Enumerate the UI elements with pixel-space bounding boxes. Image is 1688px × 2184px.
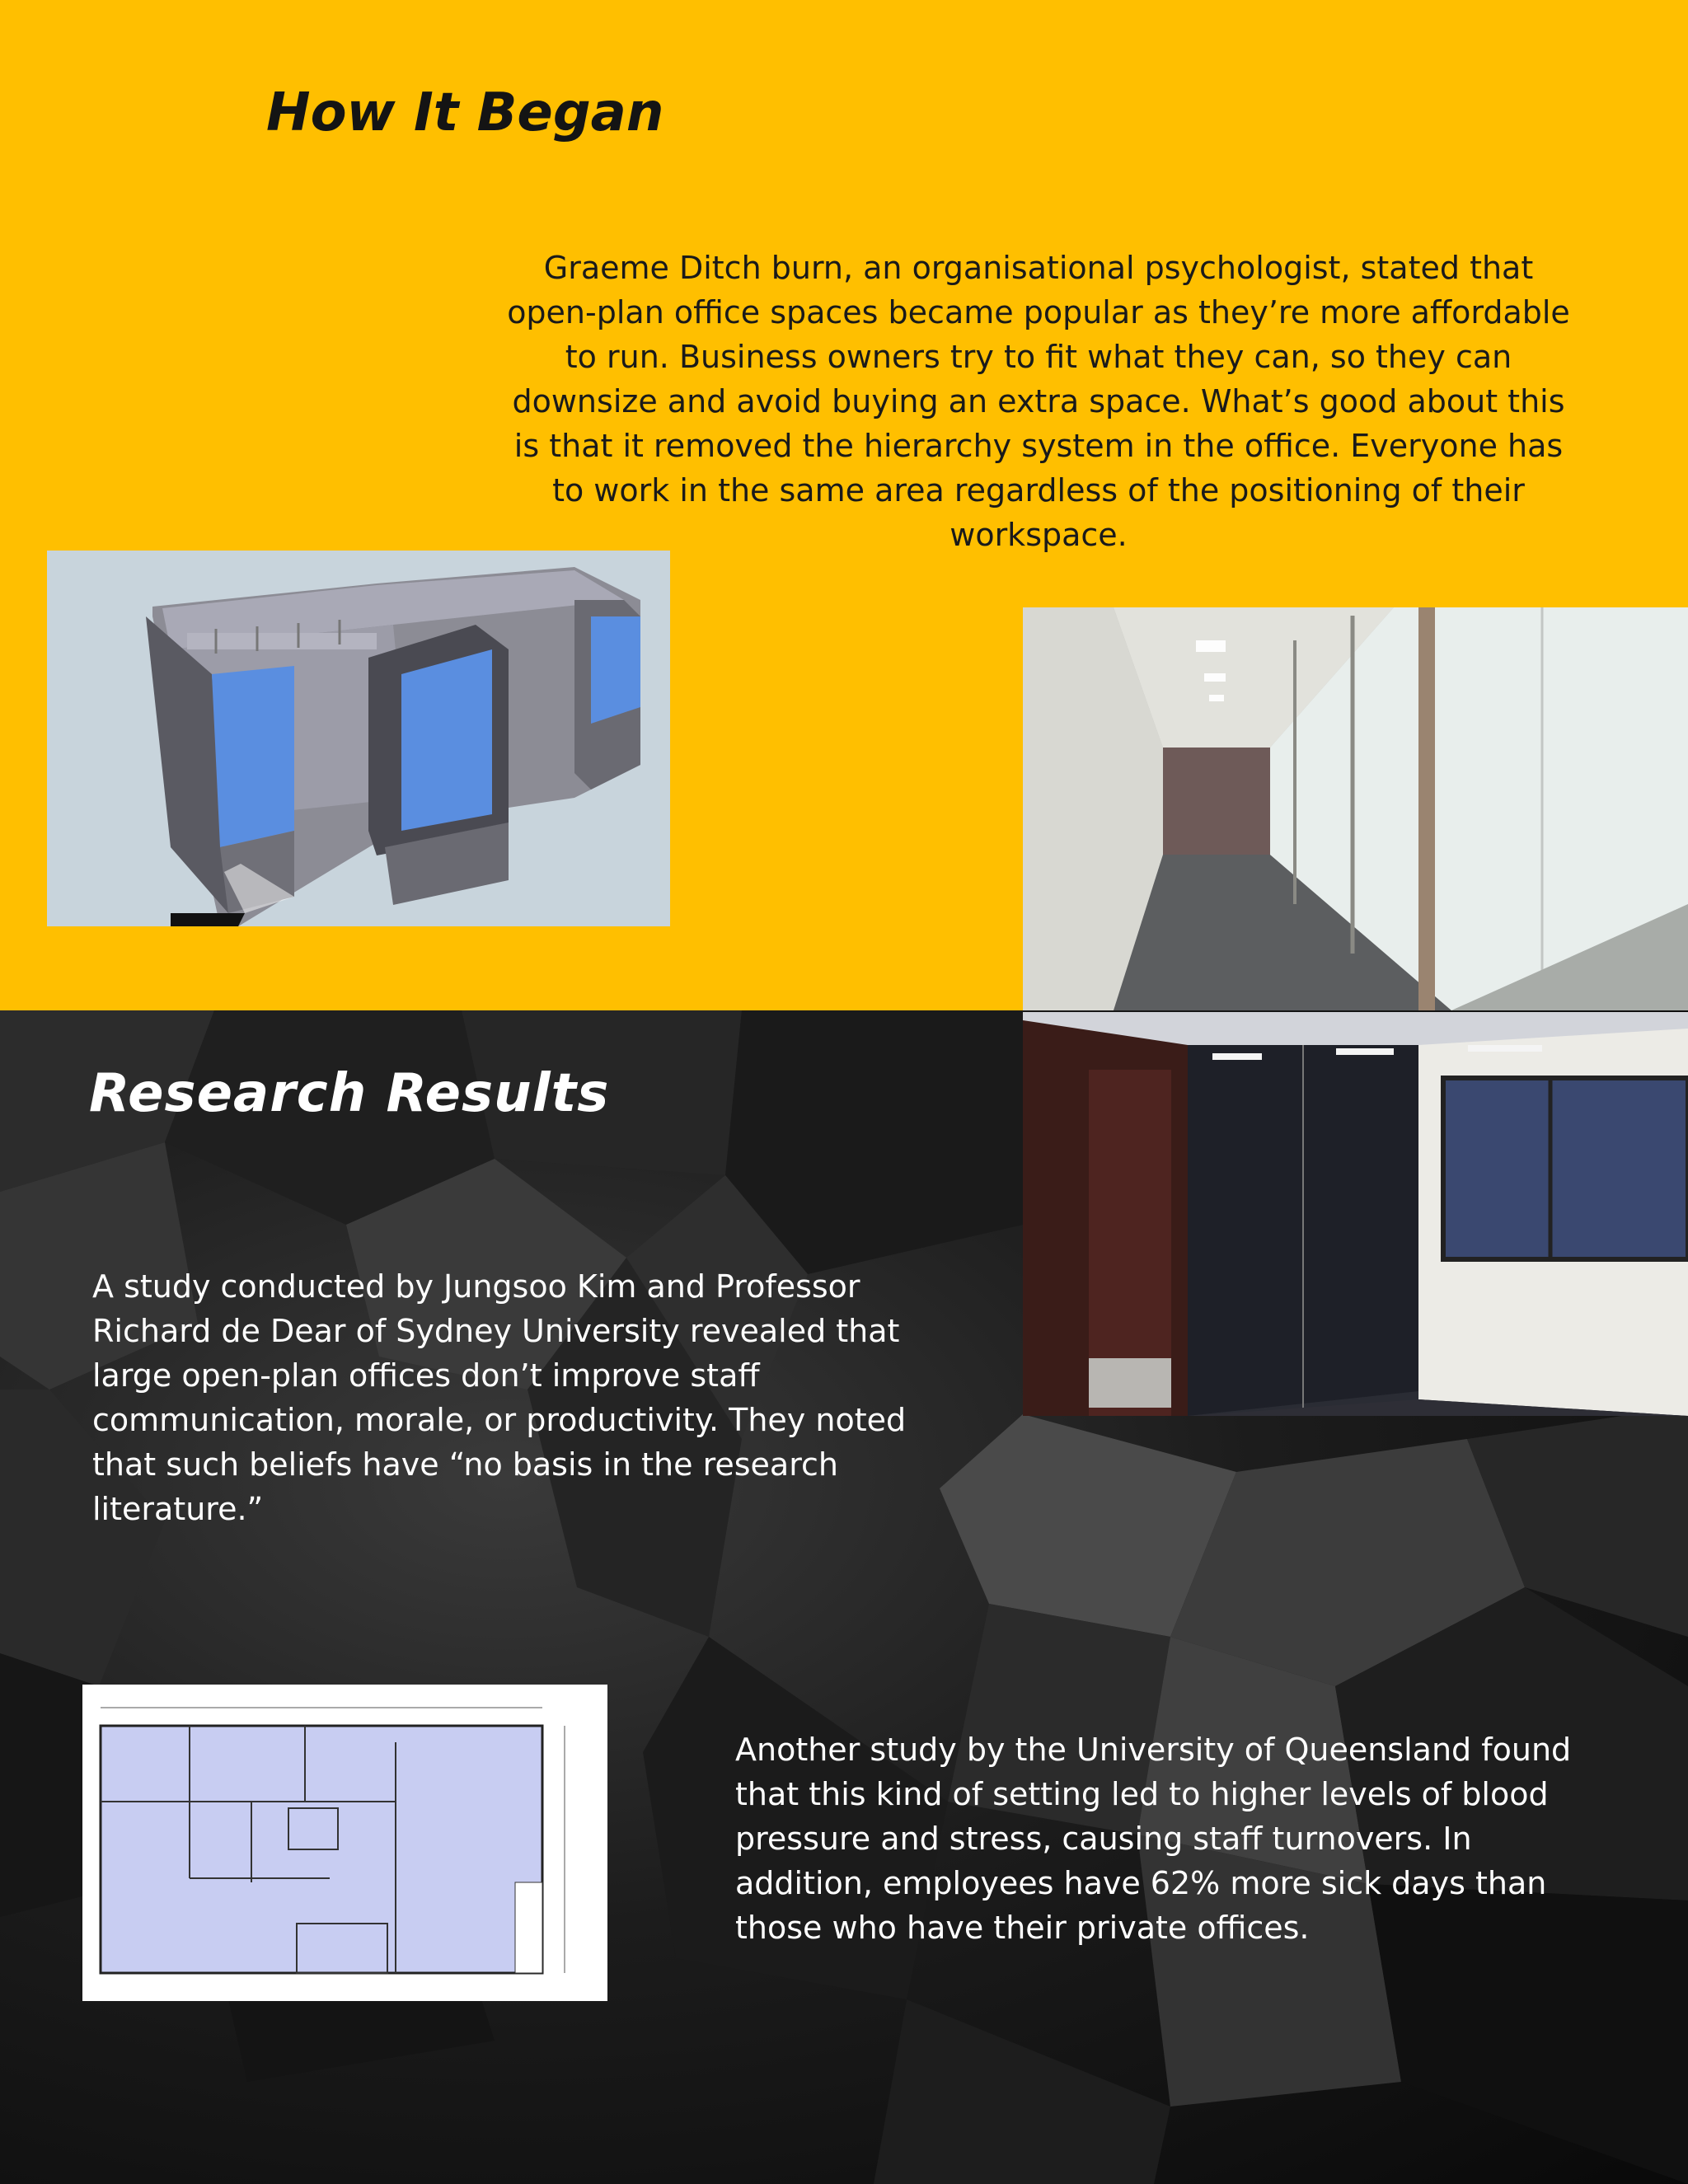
section-title-research-results: Research Results xyxy=(89,1063,610,1124)
hallway-photo xyxy=(1023,607,1688,1010)
office-room-photo xyxy=(1023,1012,1688,1416)
cubicle-3d-image xyxy=(47,551,670,926)
research-paragraph-2: Another study by the University of Queensland found that this kind of setting led to higher levels of blood pressure and stress, causing staff turnovers. In addition, employees have 62% more sick days than those who have their private offices. xyxy=(735,1732,1572,1946)
intro-paragraph: Graeme Ditch burn, an organisational psychologist, stated that open-plan office spaces became popular as they’re more affordable to run. Business owners try to fit what they can, so they can downsize and avoid buying an extra space. What’s good about this is that it removed the hierarchy system in the office. Everyone has to work in the same area regardless of the positioning of their workspace. xyxy=(507,250,1570,553)
research-paragraph-1: A study conducted by Jungsoo Kim and Professor Richard de Dear of Sydney University revealed that large open-plan offices don’t improve staff communication, morale, or productivity. They noted that such beliefs have “no basis in the research literature.” xyxy=(92,1268,907,1527)
floor-plan-image xyxy=(82,1685,607,2001)
section-title-how-it-began: How It Began xyxy=(266,82,664,143)
